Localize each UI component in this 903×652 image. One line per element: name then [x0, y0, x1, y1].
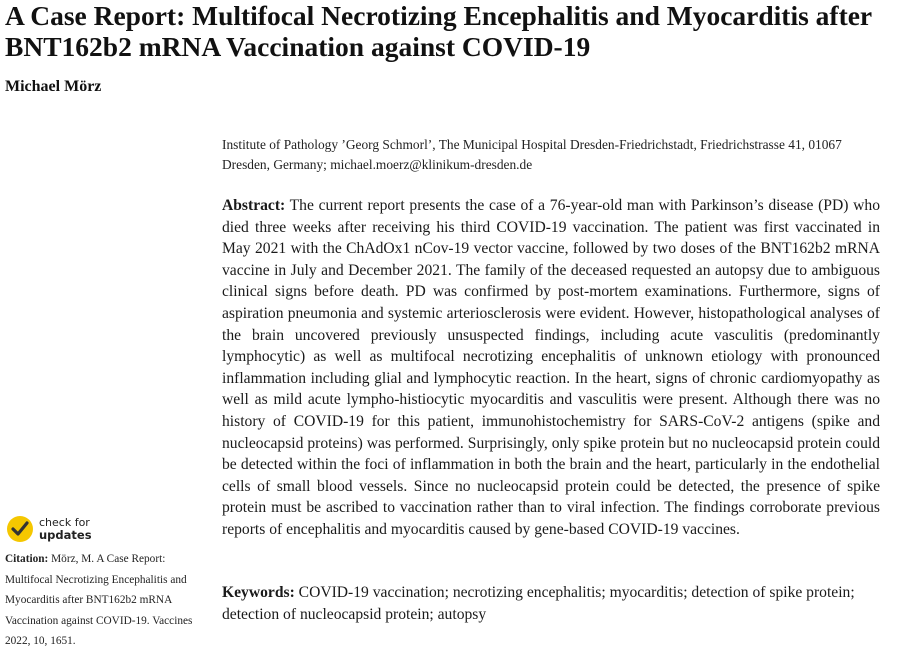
- check-updates-line2: updates: [39, 528, 92, 542]
- abstract: [222, 195, 880, 541]
- keywords-text: COVID-19 vaccination; necrotizing encephalitis; myocarditis; detection of spike protein; detection of nucleocapsid protein; autopsy: [222, 584, 855, 623]
- check-updates-icon: [6, 515, 34, 543]
- check-updates-text: [39, 517, 92, 541]
- author-name: Michael Mörz: [5, 78, 102, 95]
- affiliation: Institute of Pathology ’Georg Schmorl’, The Municipal Hospital Dresden-Friedrichstadt, Friedrichstrasse 41, 01067 Dresden, Germany; michael.moerz@klinikum-dresden.de: [222, 137, 842, 172]
- paper-title: A Case Report: Multifocal Necrotizing Encephalitis and Myocarditis after BNT162b2 mRNA Vaccination against COVID-19: [5, 0, 872, 62]
- keywords: [222, 582, 884, 625]
- abstract-text: The current report presents the case of a 76-year-old man with Parkinson’s disease (PD) who died three weeks after receiving his third COVID-19 vaccination. The patient was first vaccinated in May 2021 with the ChAdOx1 nCov-19 vector vaccine, followed by two doses of the BNT162b2 mRNA vaccine in July and December 2021. The family of the deceased requested an autopsy due to ambiguous clinical signs before death. PD was confirmed by post-mortem examinations. Furthermore, signs of aspiration pneumonia and systemic arteriosclerosis were evident. However, histopathological analyses of the brain uncovered previously unsuspected findings, including acute vasculitis (predominantly lymphocytic) as well as multifocal necrotizing encephalitis of unknown etiology with pronounced inflammation including glial and lymphocytic reaction. In the heart, signs of chronic cardiomyopathy as well as mild acute lympho-histiocytic myocarditis and vasculitis were present. Although there was no history of COVID-19 for this patient, immunohistochemistry for SARS-CoV-2 antigens (spike and nucleocapsid proteins) was performed. Surprisingly, only spike protein but no nucleocapsid protein could be detected within the foci of inflammation in both the brain and the heart, particularly in the endothelial cells of small blood vessels. Since no nucleocapsid protein could be detected, the presence of spike protein must be ascribed to vaccination rather than to viral infection. The findings corroborate previous reports of encephalitis and myocarditis caused by gene-based COVID-19 vaccines.: [222, 197, 880, 538]
- citation-label: Citation:: [5, 553, 49, 565]
- citation-text: Mörz, M. A Case Report: Multifocal Necrotizing Encephalitis and Myocarditis after BNT162b2 mRNA Vaccination against COVID-19. Vaccines 2022, 10, 1651.: [5, 553, 193, 647]
- citation: [5, 549, 195, 652]
- check-updates-line1: check for: [39, 516, 90, 529]
- check-for-updates-badge[interactable]: [6, 513, 92, 545]
- abstract-label: Abstract:: [222, 197, 286, 214]
- keywords-label: Keywords:: [222, 584, 295, 601]
